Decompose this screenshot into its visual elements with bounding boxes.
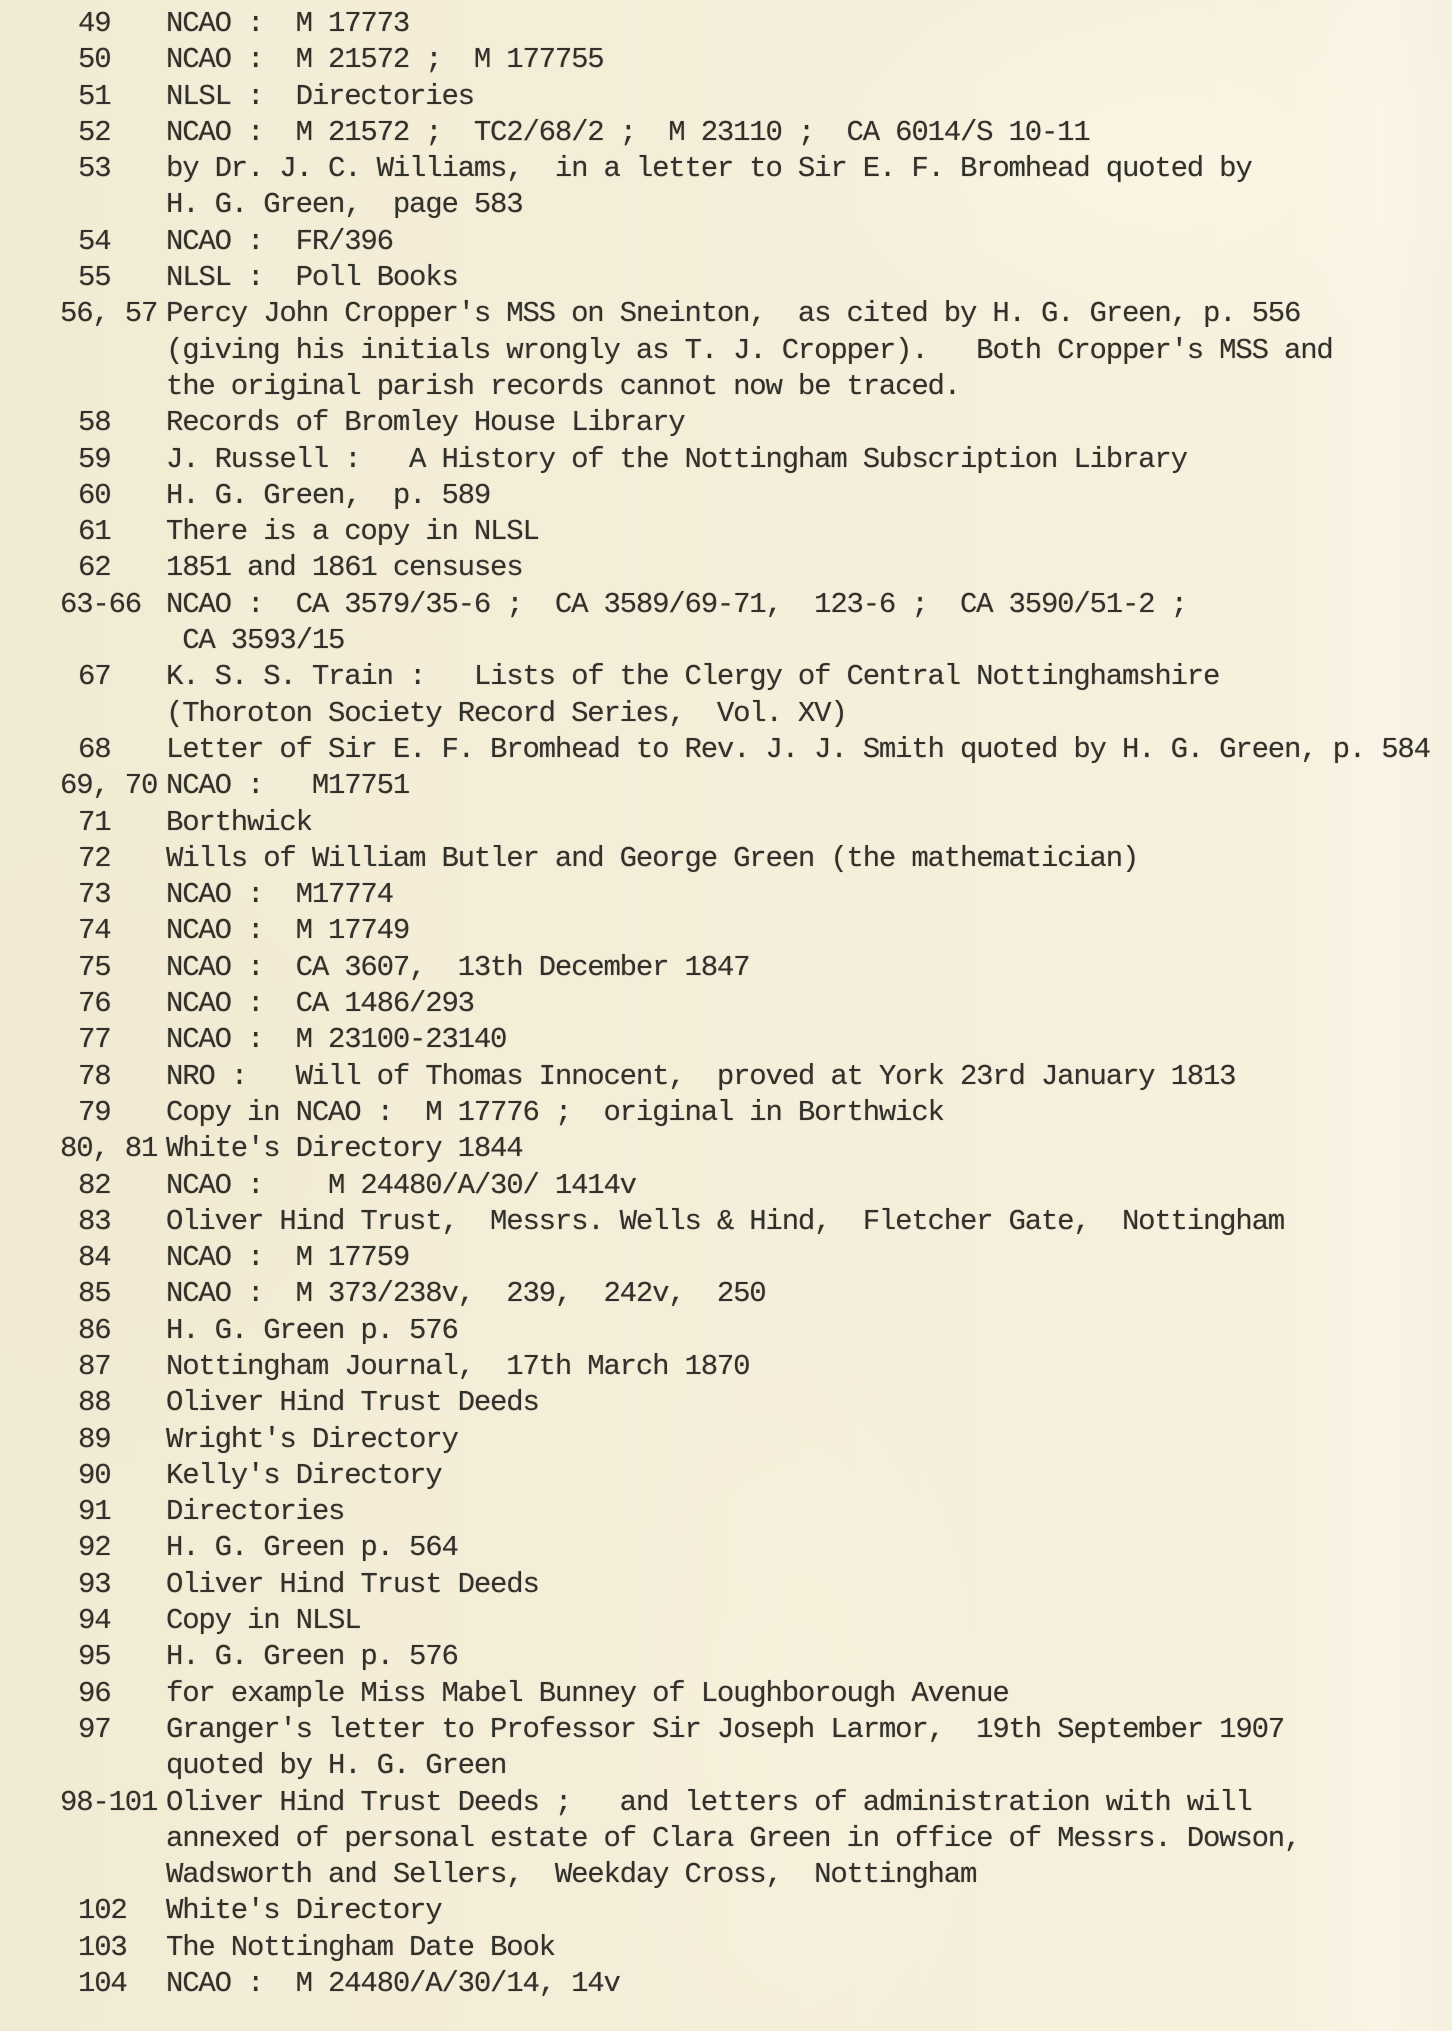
footnote-text-line: Percy John Cropper's MSS on Sneinton, as cited by H. G. Green, p. 556 — [166, 297, 1301, 331]
footnote-number: 83 — [78, 1204, 111, 1238]
footnote-text-line: Records of Bromley House Library — [166, 406, 685, 440]
footnote-number: 85 — [78, 1277, 111, 1311]
footnote-entry — [78, 514, 1452, 550]
footnote-number: 87 — [78, 1349, 111, 1383]
footnote-number: 93 — [78, 1567, 111, 1601]
footnote-text — [166, 1530, 1452, 1566]
footnote-text-line: NLSL : Poll Books — [166, 261, 458, 295]
footnote-text-line: annexed of personal estate of Clara Green in office of Messrs. Dowson, — [166, 1821, 1301, 1855]
footnote-text-line: NCAO : M 21572 ; M 177755 — [166, 43, 604, 77]
footnote-text — [166, 514, 1452, 550]
footnote-number: 50 — [78, 43, 111, 77]
footnote-text — [166, 115, 1452, 151]
footnote-text — [166, 1639, 1452, 1675]
footnote-number: 55 — [78, 261, 111, 295]
footnote-text-line: NCAO : CA 3607, 13th December 1847 — [166, 950, 750, 984]
footnote-entry — [78, 1458, 1452, 1494]
footnote-number: 60 — [78, 478, 111, 512]
footnote-text — [166, 841, 1452, 877]
footnote-entry — [60, 296, 1452, 405]
footnote-text-line: H. G. Green p. 576 — [166, 1313, 458, 1347]
footnote-entry — [60, 1131, 1452, 1167]
footnote-text — [166, 1349, 1452, 1385]
footnote-text-line: Wright's Directory — [166, 1422, 458, 1456]
footnote-entry — [78, 732, 1452, 768]
footnote-text-line: H. G. Green, p. 589 — [166, 478, 491, 512]
footnote-number: 90 — [78, 1458, 111, 1492]
footnote-entry — [78, 1676, 1452, 1712]
footnote-text-line: The Nottingham Date Book — [166, 1930, 555, 1964]
footnote-entry — [60, 587, 1452, 660]
footnote-text — [166, 587, 1452, 660]
footnote-text-line: NLSL : Directories — [166, 79, 474, 113]
footnote-number: 67 — [78, 660, 111, 694]
footnote-text-line: Granger's letter to Professor Sir Joseph Larmor, 19th September 1907 — [166, 1712, 1284, 1746]
footnote-text — [166, 1422, 1452, 1458]
footnote-entry — [78, 224, 1452, 260]
footnote-text — [166, 1095, 1452, 1131]
footnote-text-line: Kelly's Directory — [166, 1458, 442, 1492]
footnote-text — [166, 768, 1452, 804]
footnote-number: 89 — [78, 1422, 111, 1456]
footnote-number: 97 — [78, 1712, 111, 1746]
footnote-text — [166, 442, 1452, 478]
footnote-text-line: Oliver Hind Trust Deeds — [166, 1567, 539, 1601]
footnote-text — [166, 1276, 1452, 1312]
footnote-text-line: Borthwick — [166, 805, 312, 839]
footnote-entry — [78, 1240, 1452, 1276]
footnote-text-line: NCAO : M 17773 — [166, 7, 410, 40]
footnote-text — [166, 732, 1452, 768]
footnote-text — [166, 659, 1452, 732]
footnote-entry — [78, 1494, 1452, 1530]
footnote-entry — [78, 659, 1452, 732]
footnote-text-line: CA 3593/15 — [166, 624, 345, 658]
footnote-text — [166, 1313, 1452, 1349]
footnote-text — [166, 224, 1452, 260]
footnote-entry — [78, 913, 1452, 949]
footnote-text — [166, 1603, 1452, 1639]
footnote-number: 56, 57 — [60, 297, 158, 331]
footnote-number: 103 — [78, 1930, 127, 1964]
footnote-text-line: quoted by H. G. Green — [166, 1749, 507, 1783]
footnote-text — [166, 805, 1452, 841]
footnote-number: 52 — [78, 115, 111, 149]
footnote-entry — [78, 1893, 1452, 1929]
footnote-entry — [78, 950, 1452, 986]
footnote-number: 53 — [78, 152, 111, 186]
footnote-number: 78 — [78, 1059, 111, 1093]
footnote-number: 61 — [78, 515, 111, 549]
footnote-text — [166, 42, 1452, 78]
footnote-text — [166, 986, 1452, 1022]
footnote-text — [166, 1966, 1452, 2002]
footnote-text-line: the original parish records cannot now be traced. — [166, 369, 960, 403]
footnote-entry — [78, 478, 1452, 514]
footnote-text-line: NCAO : FR/396 — [166, 224, 393, 258]
footnote-entry — [78, 1639, 1452, 1675]
footnote-text-line: Letter of Sir E. F. Bromhead to Rev. J. J. Smith quoted by H. G. Green, p. 584 — [166, 732, 1430, 766]
footnote-text — [166, 79, 1452, 115]
footnote-entry — [78, 1059, 1452, 1095]
footnote-entry — [78, 1530, 1452, 1566]
footnote-text — [166, 1785, 1452, 1894]
footnote-text-line: H. G. Green, page 583 — [166, 188, 523, 222]
footnote-number: 51 — [78, 79, 111, 113]
footnote-number: 80, 81 — [60, 1132, 158, 1166]
footnote-text — [166, 1131, 1452, 1167]
footnote-text-line: NCAO : M 21572 ; TC2/68/2 ; M 23110 ; CA 6014/S 10-11 — [166, 115, 1090, 149]
footnote-number: 104 — [78, 1967, 127, 2001]
footnote-number: 71 — [78, 805, 111, 839]
footnote-text — [166, 550, 1452, 586]
footnote-text-line: (Thoroton Society Record Series, Vol. XV) — [166, 696, 847, 730]
footnote-number: 49 — [78, 7, 111, 40]
footnote-text — [166, 1059, 1452, 1095]
footnote-entry — [78, 986, 1452, 1022]
footnote-number: 98-101 — [60, 1785, 158, 1819]
footnote-text-line: by Dr. J. C. Williams, in a letter to Sir E. F. Bromhead quoted by — [166, 152, 1252, 186]
footnote-number: 77 — [78, 1023, 111, 1057]
footnote-text — [166, 478, 1452, 514]
footnote-number: 102 — [78, 1894, 127, 1928]
footnote-entry — [78, 805, 1452, 841]
footnote-entry — [78, 877, 1452, 913]
footnote-entry — [60, 1785, 1452, 1894]
footnote-text-line: NCAO : M 24480/A/30/14, 14v — [166, 1967, 620, 2001]
footnote-text-line: for example Miss Mabel Bunney of Loughborough Avenue — [166, 1676, 1009, 1710]
footnote-text-line: NRO : Will of Thomas Innocent, proved at York 23rd January 1813 — [166, 1059, 1236, 1093]
footnote-text-line: Copy in NCAO : M 17776 ; original in Borthwick — [166, 1095, 944, 1129]
footnote-number: 96 — [78, 1676, 111, 1710]
footnote-text — [166, 1022, 1452, 1058]
footnote-number: 76 — [78, 987, 111, 1021]
footnote-text — [166, 6, 1452, 42]
footnote-entry — [78, 115, 1452, 151]
footnote-text — [166, 1168, 1452, 1204]
footnote-entry — [78, 1276, 1452, 1312]
footnote-text-line: NCAO : M17774 — [166, 878, 393, 912]
footnote-text-line: Wadsworth and Sellers, Weekday Cross, Nottingham — [166, 1858, 977, 1892]
footnote-number: 58 — [78, 406, 111, 440]
footnote-text-line: NCAO : CA 1486/293 — [166, 987, 474, 1021]
footnote-number: 84 — [78, 1241, 111, 1275]
footnote-text — [166, 1385, 1452, 1421]
footnote-number: 75 — [78, 950, 111, 984]
footnote-entry — [78, 151, 1452, 224]
footnote-entry — [78, 260, 1452, 296]
footnote-text — [166, 296, 1452, 405]
footnote-entry — [78, 1567, 1452, 1603]
footnote-text — [166, 1712, 1452, 1785]
footnote-number: 62 — [78, 551, 111, 585]
footnote-entry — [78, 1349, 1452, 1385]
footnote-text-line: Oliver Hind Trust Deeds — [166, 1386, 539, 1420]
footnote-text-line: Directories — [166, 1495, 345, 1529]
footnote-number: 74 — [78, 914, 111, 948]
footnote-text-line: H. G. Green p. 576 — [166, 1640, 458, 1674]
footnote-text — [166, 1676, 1452, 1712]
footnote-number: 88 — [78, 1386, 111, 1420]
footnote-number: 92 — [78, 1531, 111, 1565]
footnote-entry — [78, 405, 1452, 441]
footnote-text-line: NCAO : M 373/238v, 239, 242v, 250 — [166, 1277, 766, 1311]
footnote-text-line: H. G. Green p. 564 — [166, 1531, 458, 1565]
footnote-text — [166, 1567, 1452, 1603]
footnote-text — [166, 405, 1452, 441]
footnote-entry — [78, 841, 1452, 877]
footnote-text-line: Wills of William Butler and George Green (the mathematician) — [166, 841, 1139, 875]
footnote-entry — [78, 550, 1452, 586]
footnote-text-line: (giving his initials wrongly as T. J. Cropper). Both Cropper's MSS and — [166, 333, 1333, 367]
footnote-text-line: 1851 and 1861 censuses — [166, 551, 523, 585]
footnote-entry — [78, 1168, 1452, 1204]
footnotes-list — [60, 6, 1452, 2002]
footnote-text — [166, 1893, 1452, 1929]
footnote-text-line: NCAO : CA 3579/35-6 ; CA 3589/69-71, 123-6 ; CA 3590/51-2 ; — [166, 587, 1187, 621]
footnote-entry — [78, 1095, 1452, 1131]
footnote-number: 95 — [78, 1640, 111, 1674]
footnote-text-line: K. S. S. Train : Lists of the Clergy of Central Nottinghamshire — [166, 660, 1220, 694]
footnote-entry — [78, 42, 1452, 78]
footnote-number: 82 — [78, 1168, 111, 1202]
footnote-entry — [78, 79, 1452, 115]
footnote-text-line: Nottingham Journal, 17th March 1870 — [166, 1349, 750, 1383]
footnote-number: 94 — [78, 1604, 111, 1638]
footnote-entry — [60, 768, 1452, 804]
footnote-text — [166, 950, 1452, 986]
footnote-text-line: Oliver Hind Trust Deeds ; and letters of administration with will — [166, 1785, 1252, 1819]
footnote-text-line: NCAO : M 23100-23140 — [166, 1023, 507, 1057]
footnote-number: 68 — [78, 732, 111, 766]
footnote-text-line: NCAO : M 17749 — [166, 914, 410, 948]
footnote-text — [166, 913, 1452, 949]
footnote-entry — [78, 1712, 1452, 1785]
footnote-number: 72 — [78, 841, 111, 875]
footnote-number: 69, 70 — [60, 769, 158, 803]
footnote-number: 63-66 — [60, 587, 142, 621]
footnote-entry — [78, 1022, 1452, 1058]
footnote-text — [166, 1930, 1452, 1966]
footnote-text — [166, 1240, 1452, 1276]
footnote-number: 86 — [78, 1313, 111, 1347]
footnote-text — [166, 151, 1452, 224]
footnote-text-line: J. Russell : A History of the Nottingham Subscription Library — [166, 442, 1187, 476]
footnote-text — [166, 877, 1452, 913]
footnote-text-line: Copy in NLSL — [166, 1604, 361, 1638]
footnote-text-line: White's Directory 1844 — [166, 1132, 523, 1166]
footnote-text-line: NCAO : M 17759 — [166, 1241, 410, 1275]
footnote-text-line: There is a copy in NLSL — [166, 515, 539, 549]
footnote-entry — [78, 1930, 1452, 1966]
footnote-number: 73 — [78, 878, 111, 912]
footnote-text — [166, 260, 1452, 296]
footnote-text-line: Oliver Hind Trust, Messrs. Wells & Hind, Fletcher Gate, Nottingham — [166, 1204, 1284, 1238]
footnote-text — [166, 1204, 1452, 1240]
footnote-entry — [78, 1385, 1452, 1421]
footnote-number: 91 — [78, 1495, 111, 1529]
footnote-number: 79 — [78, 1095, 111, 1129]
footnote-number: 59 — [78, 442, 111, 476]
footnote-entry — [78, 1204, 1452, 1240]
footnote-text — [166, 1494, 1452, 1530]
footnote-text-line: NCAO : M 24480/A/30/ 1414v — [166, 1168, 636, 1202]
footnote-text-line: NCAO : M17751 — [166, 769, 410, 803]
footnote-entry — [78, 1966, 1452, 2002]
footnote-entry — [78, 1313, 1452, 1349]
footnote-number: 54 — [78, 224, 111, 258]
footnote-entry — [78, 442, 1452, 478]
footnote-text — [166, 1458, 1452, 1494]
footnote-entry — [78, 6, 1452, 42]
footnote-text-line: White's Directory — [166, 1894, 442, 1928]
footnote-entry — [78, 1422, 1452, 1458]
footnote-entry — [78, 1603, 1452, 1639]
